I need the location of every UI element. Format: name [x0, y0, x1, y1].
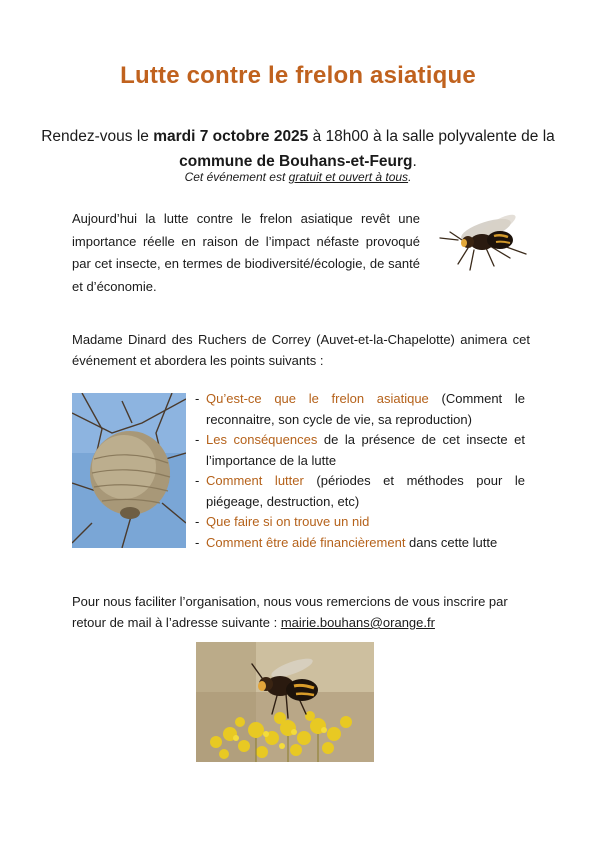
bullet-dash: -: [195, 391, 200, 406]
bullet-dash: -: [195, 432, 200, 447]
registration-text: Pour nous faciliter l’organisation, nous vous remercions de vous inscrire par retour de mail à l’adresse suivante :: [72, 594, 508, 630]
topic-highlight: Que faire si on trouve un nid: [206, 514, 370, 529]
topic-highlight: Les conséquences: [206, 432, 318, 447]
nest-image: [72, 393, 186, 548]
page-title: Lutte contre le frelon asiatique: [120, 62, 476, 89]
list-item: [195, 512, 525, 533]
list-item: [195, 533, 525, 554]
hornet-image: [428, 204, 532, 276]
bullet-dash: -: [195, 514, 200, 529]
list-item: [195, 389, 525, 430]
intro-text-1: Rendez-vous le: [41, 128, 154, 145]
topic-highlight: Comment être aidé financièrement: [206, 534, 406, 550]
event-intro: [40, 124, 556, 174]
event-date: mardi 7 octobre 2025: [153, 128, 309, 145]
topics-list: [195, 389, 525, 553]
registration-paragraph: [72, 591, 530, 633]
bullet-dash: -: [195, 534, 200, 550]
topic-highlight: Qu’est-ce que le frelon asiatique: [206, 391, 429, 406]
bullet-dash: -: [195, 473, 200, 488]
hornet-on-flower-image: [196, 642, 374, 762]
topic-detail: dans cette lutte: [405, 534, 498, 550]
list-item: [195, 471, 525, 512]
intro-text-2: à 18h00 à la salle polyvalente de la: [308, 128, 555, 145]
note-text-c: .: [408, 170, 412, 184]
note-free-open: gratuit et ouvert à tous: [288, 170, 409, 184]
list-item: [195, 430, 525, 471]
topic-highlight: Comment lutter: [206, 473, 304, 488]
note-text-a: Cet événement est: [184, 170, 289, 184]
event-note: [40, 170, 556, 184]
topic-detail: de la présence de cet insecte et l’importance de la lutte: [206, 432, 525, 468]
intro-text-3: .: [412, 153, 417, 170]
email-link[interactable]: mairie.bouhans@orange.fr: [280, 615, 435, 630]
event-commune: commune de Bouhans-et-Feurg: [179, 153, 413, 170]
topic-detail: (Comment le reconnaitre, son cycle de vie, sa reproduction): [206, 391, 525, 427]
context-paragraph: Aujourd’hui la lutte contre le frelon asiatique revêt une importance réelle en raison de l’impact néfaste provoqué par cet insecte, en termes de biodiversité/écologie, de santé et d’économie.: [72, 211, 420, 294]
speaker-paragraph: Madame Dinard des Ruchers de Correy (Auvet-et-la-Chapelotte) animera cet événement et abordera les points suivants :: [72, 332, 530, 368]
topic-detail: (périodes et méthodes pour le piégeage, destruction, etc): [206, 473, 525, 509]
